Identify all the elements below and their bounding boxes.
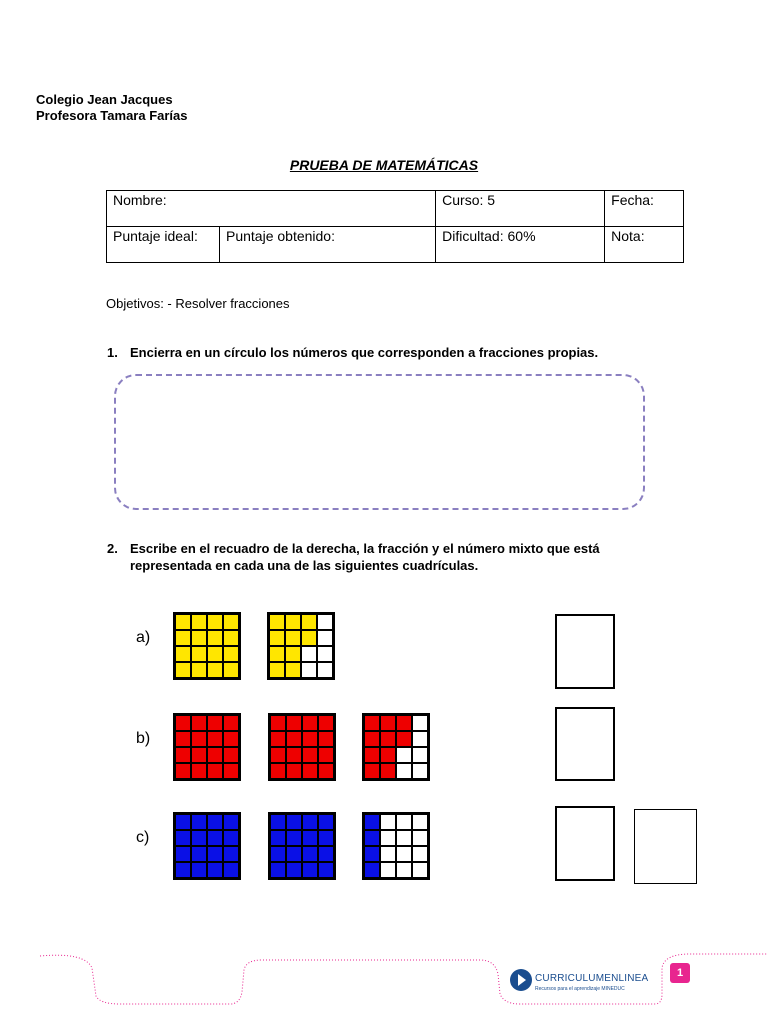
fraction-grid bbox=[268, 812, 336, 880]
grid-cell bbox=[270, 647, 284, 661]
grid-cell bbox=[287, 863, 301, 877]
page-title: PRUEBA DE MATEMÁTICAS bbox=[289, 157, 479, 173]
grid-cell bbox=[397, 764, 411, 778]
grid-cell bbox=[303, 748, 317, 762]
grid-cell bbox=[319, 732, 333, 746]
question-2 bbox=[107, 540, 667, 574]
grid-cell bbox=[270, 663, 284, 677]
grid-cell bbox=[381, 716, 395, 730]
logo-text: CURRICULUMENLINEA bbox=[535, 973, 649, 984]
grid-cell bbox=[413, 748, 427, 762]
grid-cell bbox=[287, 815, 301, 829]
grid-cell bbox=[208, 748, 222, 762]
grid-cell bbox=[397, 847, 411, 861]
answer-box-c-fraction[interactable] bbox=[555, 806, 615, 881]
grid-cell bbox=[192, 663, 206, 677]
dificultad-field: Dificultad: 60% bbox=[436, 227, 605, 263]
grid-cell bbox=[397, 831, 411, 845]
grid-cell bbox=[271, 732, 285, 746]
grid-cell bbox=[208, 732, 222, 746]
grid-cell bbox=[224, 815, 238, 829]
grid-cell bbox=[192, 831, 206, 845]
grid-cell bbox=[287, 847, 301, 861]
answer-box-a[interactable] bbox=[555, 614, 615, 689]
grid-cell bbox=[381, 831, 395, 845]
grid-cell bbox=[287, 831, 301, 845]
grid-cell bbox=[271, 764, 285, 778]
grid-cell bbox=[270, 631, 284, 645]
grid-cell bbox=[319, 748, 333, 762]
play-arrow-icon bbox=[510, 969, 532, 991]
grid-cell bbox=[413, 863, 427, 877]
grid-cell bbox=[224, 847, 238, 861]
grid-cell bbox=[192, 732, 206, 746]
grid-cell bbox=[208, 647, 222, 661]
fraction-grid bbox=[267, 612, 335, 680]
question-1-number: 1. bbox=[107, 345, 118, 360]
grid-cell bbox=[176, 815, 190, 829]
grid-cell bbox=[286, 647, 300, 661]
grid-cell bbox=[319, 716, 333, 730]
logo-subtext: Recursos para el aprendizaje MINEDUC bbox=[535, 986, 625, 992]
grid-cell bbox=[208, 831, 222, 845]
footer-decoration bbox=[0, 948, 768, 1018]
grid-cell bbox=[224, 615, 238, 629]
grid-cell bbox=[208, 847, 222, 861]
grid-cell bbox=[286, 615, 300, 629]
grid-cell bbox=[224, 716, 238, 730]
school-header bbox=[36, 92, 188, 124]
grid-cell bbox=[381, 732, 395, 746]
grid-cell bbox=[270, 615, 284, 629]
grid-cell bbox=[302, 647, 316, 661]
objectives: Objetivos: - Resolver fracciones bbox=[106, 296, 290, 311]
grid-cell bbox=[224, 748, 238, 762]
curriculum-logo[interactable] bbox=[510, 968, 648, 992]
grid-cell bbox=[318, 631, 332, 645]
grid-cell bbox=[319, 847, 333, 861]
fraction-grid bbox=[173, 812, 241, 880]
grid-cell bbox=[192, 748, 206, 762]
grid-cell bbox=[176, 764, 190, 778]
grid-cell bbox=[365, 716, 379, 730]
grid-cell bbox=[271, 748, 285, 762]
grid-cell bbox=[381, 748, 395, 762]
grid-cell bbox=[381, 863, 395, 877]
grid-cell bbox=[319, 815, 333, 829]
grid-cell bbox=[271, 847, 285, 861]
grid-cell bbox=[224, 663, 238, 677]
grid-cell bbox=[287, 716, 301, 730]
fraction-grid bbox=[362, 713, 430, 781]
fraction-grid bbox=[362, 812, 430, 880]
grid-cell bbox=[286, 663, 300, 677]
grid-cell bbox=[318, 647, 332, 661]
grid-cell bbox=[319, 764, 333, 778]
grid-cell bbox=[319, 831, 333, 845]
grid-cell bbox=[271, 863, 285, 877]
grid-cell bbox=[365, 732, 379, 746]
grid-cell bbox=[381, 815, 395, 829]
grid-cell bbox=[192, 863, 206, 877]
grid-cell bbox=[176, 847, 190, 861]
grid-cell bbox=[176, 732, 190, 746]
grid-cell bbox=[413, 815, 427, 829]
grid-cell bbox=[413, 764, 427, 778]
grid-cell bbox=[397, 716, 411, 730]
grid-cell bbox=[271, 815, 285, 829]
grid-cell bbox=[303, 764, 317, 778]
grid-cell bbox=[224, 647, 238, 661]
grid-cell bbox=[365, 831, 379, 845]
grid-cell bbox=[176, 647, 190, 661]
grid-cell bbox=[208, 815, 222, 829]
grid-cell bbox=[176, 663, 190, 677]
grid-cell bbox=[208, 663, 222, 677]
grid-cell bbox=[381, 847, 395, 861]
grid-cell bbox=[302, 663, 316, 677]
grid-cell bbox=[176, 863, 190, 877]
student-info-table bbox=[106, 190, 684, 263]
grid-cell bbox=[318, 615, 332, 629]
grid-cell bbox=[176, 631, 190, 645]
nombre-field[interactable]: Nombre: bbox=[107, 191, 436, 227]
grid-cell bbox=[224, 764, 238, 778]
puntaje-obtenido-field[interactable]: Puntaje obtenido: bbox=[220, 227, 436, 263]
grid-cell bbox=[208, 631, 222, 645]
grid-cell bbox=[365, 847, 379, 861]
grid-cell bbox=[192, 716, 206, 730]
grid-cell bbox=[176, 615, 190, 629]
puntaje-ideal-field[interactable]: Puntaje ideal: bbox=[107, 227, 220, 263]
grid-cell bbox=[303, 863, 317, 877]
grid-cell bbox=[413, 831, 427, 845]
grid-cell bbox=[303, 847, 317, 861]
grid-cell bbox=[365, 748, 379, 762]
fecha-field[interactable]: Fecha: bbox=[605, 191, 684, 227]
grid-cell bbox=[381, 764, 395, 778]
grid-cell bbox=[397, 863, 411, 877]
answer-box-c-mixed[interactable] bbox=[634, 809, 697, 884]
fraction-grid bbox=[173, 612, 241, 680]
grid-cell bbox=[287, 764, 301, 778]
grid-cell bbox=[208, 764, 222, 778]
grid-cell bbox=[397, 748, 411, 762]
grid-cell bbox=[192, 615, 206, 629]
grid-cell bbox=[271, 831, 285, 845]
school-name: Colegio Jean Jacques bbox=[36, 92, 173, 107]
row-label-c: c) bbox=[136, 829, 150, 846]
grid-cell bbox=[413, 847, 427, 861]
grid-cell bbox=[192, 631, 206, 645]
grid-cell bbox=[303, 815, 317, 829]
grid-cell bbox=[302, 615, 316, 629]
grid-cell bbox=[192, 815, 206, 829]
grid-cell bbox=[192, 847, 206, 861]
grid-cell bbox=[224, 831, 238, 845]
grid-cell bbox=[208, 615, 222, 629]
grid-cell bbox=[365, 764, 379, 778]
teacher-name: Profesora Tamara Farías bbox=[36, 108, 188, 123]
row-label-a: a) bbox=[136, 629, 151, 646]
grid-cell bbox=[286, 631, 300, 645]
grid-cell bbox=[287, 732, 301, 746]
grid-cell bbox=[176, 748, 190, 762]
grid-cell bbox=[224, 732, 238, 746]
grid-cell bbox=[208, 863, 222, 877]
grid-cell bbox=[224, 631, 238, 645]
grid-cell bbox=[318, 663, 332, 677]
grid-cell bbox=[192, 764, 206, 778]
question-1-text: Encierra en un círculo los números que corresponden a fracciones propias. bbox=[130, 345, 599, 360]
fraction-grid bbox=[173, 713, 241, 781]
grid-cell bbox=[224, 863, 238, 877]
grid-cell bbox=[208, 716, 222, 730]
grid-cell bbox=[192, 647, 206, 661]
grid-cell bbox=[176, 716, 190, 730]
curso-field[interactable]: Curso: 5 bbox=[436, 191, 605, 227]
grid-cell bbox=[287, 748, 301, 762]
grid-cell bbox=[303, 716, 317, 730]
question-1 bbox=[107, 344, 598, 361]
question-2-number: 2. bbox=[107, 541, 118, 556]
grid-cell bbox=[365, 815, 379, 829]
question-2-text: Escribe en el recuadro de la derecha, la fracción y el número mixto que está representada en cada una de las siguientes cuadrículas. bbox=[130, 541, 600, 573]
grid-cell bbox=[413, 732, 427, 746]
grid-cell bbox=[397, 815, 411, 829]
grid-cell bbox=[303, 831, 317, 845]
grid-cell bbox=[397, 732, 411, 746]
page-number-badge: 1 bbox=[670, 963, 690, 983]
grid-cell bbox=[176, 831, 190, 845]
grid-cell bbox=[302, 631, 316, 645]
grid-cell bbox=[413, 716, 427, 730]
answer-box-b[interactable] bbox=[555, 707, 615, 781]
row-label-b: b) bbox=[136, 730, 151, 747]
nota-field[interactable]: Nota: bbox=[605, 227, 684, 263]
grid-cell bbox=[319, 863, 333, 877]
grid-cell bbox=[271, 716, 285, 730]
grid-cell bbox=[365, 863, 379, 877]
fraction-grid bbox=[268, 713, 336, 781]
grid-cell bbox=[303, 732, 317, 746]
answer-area-1[interactable] bbox=[114, 374, 645, 510]
